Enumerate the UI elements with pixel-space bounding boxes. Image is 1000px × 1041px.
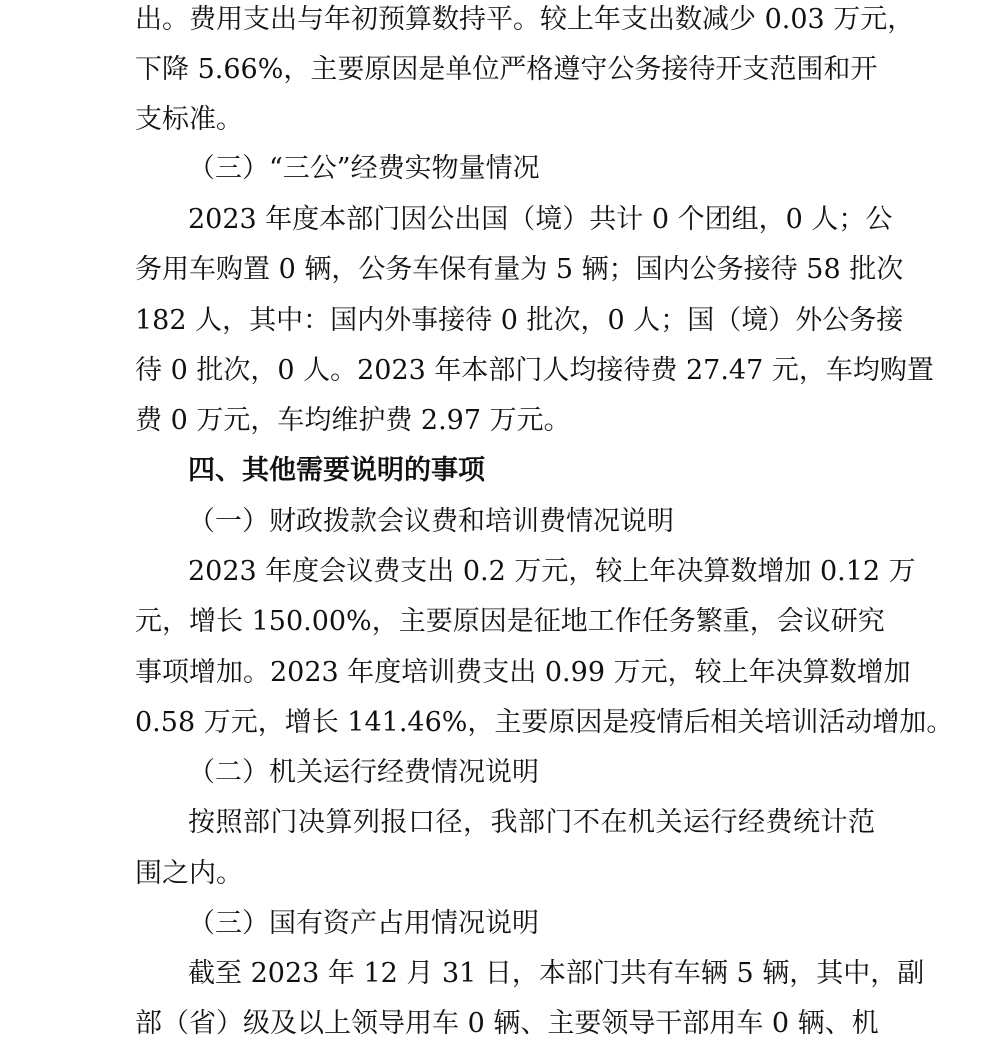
paragraph-line: 费 0 万元，车均维护费 2.97 万元。	[135, 405, 571, 436]
paragraph-line: 元，增长 150.00%，主要原因是征地工作任务繁重，会议研究	[135, 606, 885, 637]
paragraph-line: 2023 年度本部门因公出国（境）共计 0 个团组，0 人；公	[188, 204, 893, 235]
subsection-heading: （二）机关运行经费情况说明	[188, 757, 539, 788]
paragraph-line: 待 0 批次，0 人。2023 年本部门人均接待费 27.47 元，车均购置	[135, 355, 934, 386]
paragraph-line: 务用车购置 0 辆，公务车保有量为 5 辆；国内公务接待 58 批次	[135, 254, 904, 285]
subsection-heading: （一）财政拨款会议费和培训费情况说明	[188, 506, 674, 537]
paragraph-line: 0.58 万元，增长 141.46%，主要原因是疫情后相关培训活动增加。	[135, 707, 954, 738]
paragraph-line: 支标准。	[135, 104, 243, 135]
paragraph-line: 部（省）级及以上领导用车 0 辆、主要领导干部用车 0 辆、机	[135, 1008, 879, 1039]
paragraph-line: 下降 5.66%，主要原因是单位严格遵守公务接待开支范围和开	[135, 54, 878, 85]
paragraph-line: 围之内。	[135, 858, 243, 889]
subsection-heading: （三）“三公”经费实物量情况	[188, 153, 540, 184]
paragraph-line: 出。费用支出与年初预算数持平。较上年支出数减少 0.03 万元，	[135, 4, 915, 35]
subsection-heading: （三）国有资产占用情况说明	[188, 908, 539, 939]
paragraph-line: 事项增加。2023 年度培训费支出 0.99 万元，较上年决算数增加	[135, 657, 911, 688]
paragraph-line: 按照部门决算列报口径，我部门不在机关运行经费统计范	[188, 807, 875, 838]
paragraph-line: 2023 年度会议费支出 0.2 万元，较上年决算数增加 0.12 万	[188, 556, 916, 587]
paragraph-line: 182 人，其中：国内外事接待 0 批次，0 人；国（境）外公务接	[135, 305, 904, 336]
section-heading: 四、其他需要说明的事项	[188, 455, 485, 486]
paragraph-line: 截至 2023 年 12 月 31 日，本部门共有车辆 5 辆，其中，副	[188, 958, 925, 989]
